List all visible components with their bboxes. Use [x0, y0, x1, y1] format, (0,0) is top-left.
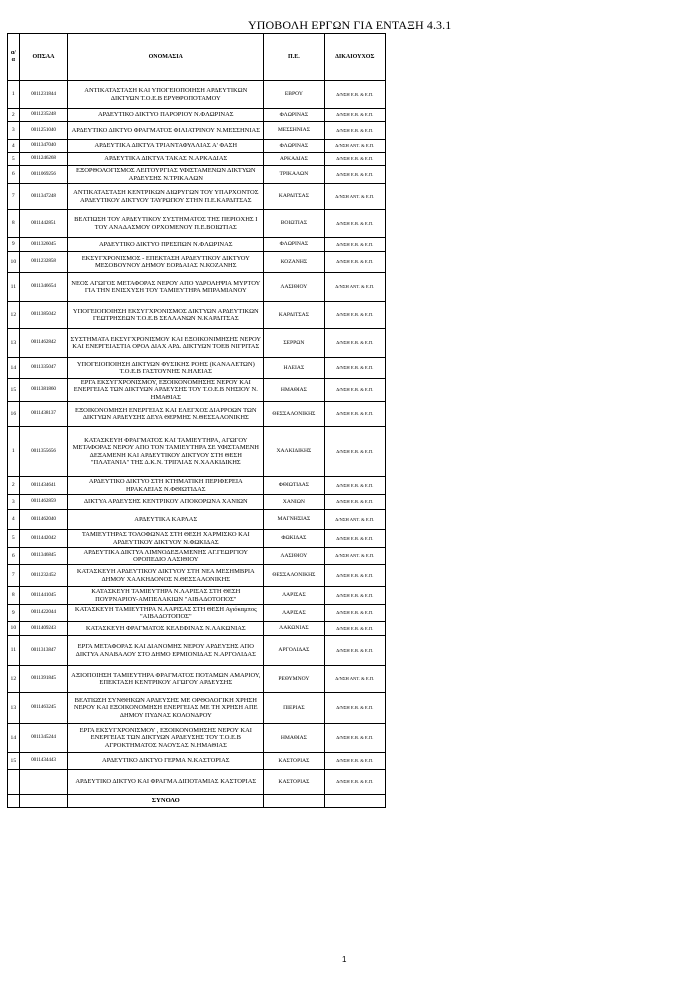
cell-name: ΑΡΔΕΥΤΙΚΟ ΔΙΚΤΥΟ ΓΕΡΜΑ Ν.ΚΑΣΤΟΡΙΑΣ: [68, 753, 264, 770]
table-row: [8, 636, 386, 666]
cell-name: ΕΞΟΙΚΟΝΟΜΗΣΗ ΕΝΕΡΓΕΙΑΣ ΚΑΙ ΕΛΕΓΧΟΣ ΔΙΑΡΡΟΩΝ ΤΩΝ ΔΙΚΤΥΩΝ ΑΡΔΕΥΣΗΣ ΔΕΥΑ ΘΕΡΜΗΣ Ν.ΘΕΣΣΑΛΟΝΙΚΗΣ: [68, 402, 264, 427]
cell-pe: ΚΑΡΔΙΤΣΑΣ: [264, 184, 324, 210]
cell-pe: ΦΘΙΩΤΙΔΑΣ: [264, 477, 324, 495]
cell-beneficiary: Δ/ΝΣΗ Ε.Β. & Ε.Π.: [324, 329, 385, 358]
cell-code: 0011434443: [19, 753, 68, 770]
table-row: [8, 753, 386, 770]
cell-beneficiary: Δ/ΝΣΗ Ε.Β. & Ε.Π.: [324, 530, 385, 548]
cell-code: 0011441045: [19, 587, 68, 605]
table-row: [8, 495, 386, 510]
cell-name: ΑΞΙΟΠΟΙΗΣΗ ΤΑΜΙΕΥΤΗΡΑ ΦΡΑΓΜΑΤΟΣ ΠΟΤΑΜΩΝ ΑΜΑΡΙΟΥ, ΕΠΕΚΤΑΣΗ ΚΕΝΤΡΙΚΟΥ ΑΓΩΓΟΥ ΑΡΔΕΥΣΗΣ: [68, 666, 264, 693]
table-row: [8, 770, 386, 795]
cell-code: 0011434641: [19, 477, 68, 495]
cell-pe: ΜΑΓΝΗΣΙΑΣ: [264, 510, 324, 530]
cell-aa: 9: [8, 238, 20, 252]
cell-code: 0011409243: [19, 622, 68, 636]
cell-aa: 10: [8, 622, 20, 636]
cell-beneficiary: Δ/ΝΣΗ ΑΝΤ. & Ε.Π.: [324, 273, 385, 302]
cell-name: ΚΑΤΑΣΚΕΥΗ ΑΡΔΕΥΤΙΚΟΥ ΔΙΚΤΥΟΥ ΣΤΗ ΝΕΑ ΜΕΣΗΜΒΡΙΑ ΔΗΜΟΥ ΧΑΛΚΗΔΟΝΟΣ Ν.ΘΕΣΣΑΛΟΝΙΚΗΣ: [68, 565, 264, 587]
cell-pe: ΧΑΛΚΙΔΙΚΗΣ: [264, 427, 324, 477]
cell-aa: 13: [8, 329, 20, 358]
cell-aa: 2: [8, 109, 20, 122]
cell-name: ΑΝΤΙΚΑΤΑΣΤΑΣΗ ΚΑΙ ΥΠΟΓΕΙΟΠΟΙΗΣΗ ΑΡΔΕΥΤΙΚΩΝ ΔΙΚΤΥΩΝ Τ.Ο.Ε.Β ΕΡΥΘΡΟΠΟΤΑΜΟΥ: [68, 81, 264, 109]
cell-aa: 5: [8, 530, 20, 548]
table-row: [8, 548, 386, 565]
table-row: [8, 109, 386, 122]
cell-beneficiary: Δ/ΝΣΗ Ε.Β. & Ε.Π.: [324, 753, 385, 770]
cell-aa: 13: [8, 693, 20, 724]
cell-name: ΑΡΔΕΥΤΙΚΟ ΔΙΚΤΥΟ ΣΤΗ ΚΤΗΜΑΤΙΚΗ ΠΕΡΙΦΕΡΕΙΑ ΗΡΑΚΛΕΙΑΣ Ν.ΦΘΙΩΤΙΔΑΣ: [68, 477, 264, 495]
cell-beneficiary: Δ/ΝΣΗ Ε.Β. & Ε.Π.: [324, 153, 385, 166]
cell-beneficiary: Δ/ΝΣΗ Ε.Β. & Ε.Π.: [324, 122, 385, 140]
cell-beneficiary: Δ/ΝΣΗ Ε.Β. & Ε.Π.: [324, 427, 385, 477]
cell-name: ΚΑΤΑΣΚΕΥΗ ΦΡΑΓΜΑΤΟΣ ΚΕΛΕΦΙΝΑΣ Ν.ΛΑΚΩΝΙΑΣ: [68, 622, 264, 636]
cell-pe: ΚΑΣΤΟΡΙΑΣ: [264, 770, 324, 795]
cell-beneficiary: Δ/ΝΣΗ Ε.Β. & Ε.Π.: [324, 252, 385, 273]
cell-beneficiary: Δ/ΝΣΗ Ε.Β. & Ε.Π.: [324, 402, 385, 427]
cell-aa: 2: [8, 477, 20, 495]
cell-code: 0011385042: [19, 302, 68, 329]
header-name: ΟΝΟΜΑΣΙΑ: [68, 34, 264, 81]
cell-code: 0011235248: [19, 109, 68, 122]
cell-code: 0011346845: [19, 548, 68, 565]
cell-aa: 11: [8, 273, 20, 302]
cell-name: ΑΡΔΕΥΤΙΚΑ ΔΙΚΤΥΑ ΛΙΜΝΟΔΕΞΑΜΕΝΗΣ ΑΓ.ΓΕΩΡΓΙΟΥ ΟΡΟΠΕΔΙΟ ΛΑΣΙΘΙΟΥ: [68, 548, 264, 565]
cell-name: ΕΡΓΑ ΕΚΣΥΓΧΡΟΝΙΣΜΟΥ , ΕΞΟΙΚΟΝΟΜΗΣΗΣ ΝΕΡΟΥ ΚΑΙ ΕΝΕΡΓΕΙΑΣ ΤΩΝ ΔΙΚΤΥΩΝ ΑΡΔΕΥΣΗΣ ΤΟΥ Τ.Ο.Ε.Β ΑΓΡΟΚΤΗΜΑΤΟΣ ΝΑΟΥΣΑΣ Ν.ΗΜΑΘΙΑΣ: [68, 724, 264, 753]
cell-beneficiary: Δ/ΝΣΗ ΑΝΤ. & Ε.Π.: [324, 548, 385, 565]
header-aa: α/α: [8, 34, 20, 81]
cell-pe: ΦΩΚΙΔΑΣ: [264, 530, 324, 548]
cell-name: ΕΞΟΡΘΟΛΟΓΙΣΜΟΣ ΛΕΙΤΟΥΡΓΙΑΣ ΥΦΙΣΤΑΜΕΝΩΝ ΔΙΚΤΥΩΝ ΑΡΔΕΥΣΗΣ Ν.ΤΡΙΚΑΛΩΝ: [68, 166, 264, 184]
table-row: [8, 477, 386, 495]
cell-beneficiary: Δ/ΝΣΗ Ε.Β. & Ε.Π.: [324, 693, 385, 724]
cell-pe: ΦΛΩΡΙΝΑΣ: [264, 109, 324, 122]
cell-name: ΣΥΣΤΗΜΑΤΑ ΕΚΣΥΓΧΡΟΝΙΣΜΟΥ ΚΑΙ ΕΞΟΙΚΟΝΙΜΗΣΗΣ ΝΕΡΟΥ ΚΑΙ ΕΝΕΡΓΕΙΑΣΤΙΑ ΟΡΟΛ ΔΙΑΧ ΑΡΔ. ΔΙΚΤΥΩΝ ΤΟΕΒ ΝΙΓΡΙΤΑΣ: [68, 329, 264, 358]
cell-aa: [8, 770, 20, 795]
cell-aa: 4: [8, 140, 20, 153]
cell-pe: ΚΑΣΤΟΡΙΑΣ: [264, 753, 324, 770]
cell-pe: ΠΙΕΡΙΑΣ: [264, 693, 324, 724]
cell-beneficiary: Δ/ΝΣΗ ΑΝΤ. & Ε.Π.: [324, 510, 385, 530]
header-beneficiary: ΔΙΚΑΙΟΥΧΟΣ: [324, 34, 385, 81]
cell-beneficiary: Δ/ΝΣΗ Ε.Β. & Ε.Π.: [324, 358, 385, 379]
cell-aa: 8: [8, 587, 20, 605]
cell-pe: ΤΡΙΚΑΛΩΝ: [264, 166, 324, 184]
cell-name: ΕΡΓΑ ΕΚΣΥΓΧΡΟΝΙΣΜΟΥ, ΕΞΟΙΚΟΝΟΜΗΣΗΣ ΝΕΡΟΥ ΚΑΙ ΕΝΕΡΓΕΙΑΣ ΤΩΝ ΔΙΚΤΥΩΝ ΑΡΔΕΥΣΗΣ ΤΟΥ Τ.Ο.Ε.Β ΝΗΣΙΟΥ Ν. ΗΜΑΘΙΑΣ: [68, 379, 264, 402]
cell-code: 0011391845: [19, 666, 68, 693]
cell-code: 0011347248: [19, 184, 68, 210]
cell-code: 0011442042: [19, 530, 68, 548]
cell-name: ΑΡΔΕΥΤΙΚΑ ΔΙΚΤΥΑ ΤΑΚΑΣ Ν.ΑΡΚΑΔΙΑΣ: [68, 153, 264, 166]
cell-name: ΑΝΤΙΚΑΤΑΣΤΑΣΗ ΚΕΝΤΡΙΚΩΝ ΔΙΩΡΥΓΩΝ ΤΟΥ ΥΠΑΡΧΟΝΤΟΣ ΑΡΔΕΥΤΙΚΟΥ ΔΙΚΤΥΟΥ ΤΑΥΡΩΠΟΥ ΣΤΗΝ Π.Ε.ΚΑΡΔΙΤΣΑΣ: [68, 184, 264, 210]
cell-pe: ΚΟΖΑΝΗΣ: [264, 252, 324, 273]
cell-pe: ΕΒΡΟΥ: [264, 81, 324, 109]
cell-name: ΥΠΟΓΕΙΟΠΟΙΗΣΗ ΕΚΣΥΓΧΡΟΝΙΣΜΟΣ ΔΙΚΤΥΩΝ ΑΡΔΕΥΤΙΚΩΝ ΓΕΩΤΡΗΣΕΩΝ Τ.Ο.Ε.Β ΣΕΛΛΑΝΩΝ Ν.ΚΑΡΔΙΤΣΑΣ: [68, 302, 264, 329]
cell-pe: ΣΕΡΡΩΝ: [264, 329, 324, 358]
table-row: [8, 329, 386, 358]
cell-pe: ΗΜΑΘΙΑΣ: [264, 724, 324, 753]
cell-aa: 9: [8, 605, 20, 622]
cell-beneficiary: Δ/ΝΣΗ ΑΝΤ. & Ε.Π.: [324, 666, 385, 693]
cell-pe: ΜΕΣΣΗΝΙΑΣ: [264, 122, 324, 140]
cell-aa: 10: [8, 252, 20, 273]
cell-name: ΕΡΓΑ ΜΕΤΑΦΟΡΑΣ ΚΑΙ ΔΙΑΝΟΜΗΣ ΝΕΡΟΥ ΑΡΔΕΥΣΗΣ ΑΠΟ ΔΙΚΤΥΑ ΑΝΑΒΑΛΟΥ ΣΤΟ ΔΗΜΟ ΕΡΜΙΟΝΙΔΑΣ Ν.ΑΡΓΟΛΙΔΑΣ: [68, 636, 264, 666]
cell-name: ΚΑΤΑΣΚΕΥΗ ΤΑΜΙΕΥΤΗΡΑ Ν.ΛΑΡΙΣΑΣ ΣΤΗ ΘΕΣΗ ΠΟΥΡΝΑΡΙΟΥ-ΑΜΠΕΛΑΚΙΩΝ "ΑΙΒΑΔΟΤΟΠΟΣ": [68, 587, 264, 605]
cell-beneficiary: Δ/ΝΣΗ Ε.Β. & Ε.Π.: [324, 495, 385, 510]
cell-beneficiary: Δ/ΝΣΗ Ε.Β. & Ε.Π.: [324, 166, 385, 184]
cell-aa: 12: [8, 666, 20, 693]
cell-code: 0011422044: [19, 605, 68, 622]
cell-beneficiary: Δ/ΝΣΗ ΑΝΤ. & Ε.Π.: [324, 184, 385, 210]
table-row: [8, 210, 386, 238]
cell-pe: ΒΟΙΩΤΙΑΣ: [264, 210, 324, 238]
table-row: [8, 184, 386, 210]
cell-aa: 6: [8, 166, 20, 184]
cell-aa: 7: [8, 565, 20, 587]
table-row: [8, 273, 386, 302]
cell-pe: ΗΛΕΙΑΣ: [264, 358, 324, 379]
cell-name: ΝΕΟΣ ΑΓΩΓΟΣ ΜΕΤΑΦΟΡΑΣ ΝΕΡΟΥ ΑΠΟ ΥΔΡΟΛΗΨΙΑ ΜΥΡΤΟΥ ΓΙΑ ΤΗΝ ΕΝΙΣΧΥΣΗ ΤΟΥ ΤΑΜΙΕΥΤΗΡΑ ΜΠΡΑΜΙΑΝΟΥ: [68, 273, 264, 302]
cell-name: ΑΡΔΕΥΤΙΚΟ ΔΙΚΤΥΟ ΚΑΙ ΦΡΑΓΜΑ ΔΙΠΟΤΑΜΙΑΣ ΚΑΣΤΟΡΙΑΣ: [68, 770, 264, 795]
cell-code: [19, 770, 68, 795]
cell-code: 0011355656: [19, 427, 68, 477]
cell-code: 0011069256: [19, 166, 68, 184]
cell-beneficiary: Δ/ΝΣΗ ΑΝΤ. & Ε.Π.: [324, 140, 385, 153]
table-row: [8, 530, 386, 548]
cell-beneficiary: Δ/ΝΣΗ Ε.Β. & Ε.Π.: [324, 565, 385, 587]
cell-aa: 3: [8, 495, 20, 510]
cell-name: ΑΡΔΕΥΤΙΚΑ ΚΑΡΛΑΣ: [68, 510, 264, 530]
cell-beneficiary: Δ/ΝΣΗ Ε.Β. & Ε.Π.: [324, 636, 385, 666]
cell-aa: 5: [8, 153, 20, 166]
cell-name: ΤΑΜΙΕΥΤΗΡΑΣ ΤΟΛΟΦΩΝΑΣ ΣΤΗ ΘΕΣΗ ΧΑΡΜΙΣΚΟ ΚΑΙ ΑΡΔΕΥΤΙΚΟΥ ΔΙΚΤΥΟΥ Ν.ΦΩΚΙΔΑΣ: [68, 530, 264, 548]
table-row: [8, 605, 386, 622]
table-row: [8, 252, 386, 273]
cell-code: 0011345244: [19, 724, 68, 753]
cell-pe: ΘΕΣΣΑΛΟΝΙΚΗΣ: [264, 565, 324, 587]
page-number: 1: [342, 955, 347, 964]
cell-code: 0011313847: [19, 636, 68, 666]
table-row: [8, 427, 386, 477]
cell-pe: ΛΑΡΙΣΑΣ: [264, 605, 324, 622]
cell-pe: ΛΑΣΙΘΙΟΥ: [264, 548, 324, 565]
cell-pe: ΚΑΡΔΙΤΣΑΣ: [264, 302, 324, 329]
cell-beneficiary: Δ/ΝΣΗ Ε.Β. & Ε.Π.: [324, 238, 385, 252]
table-row: [8, 402, 386, 427]
cell-aa: 3: [8, 122, 20, 140]
cell-name: ΑΡΔΕΥΤΙΚΑ ΔΙΚΤΥΑ ΤΡΙΑΝΤΑΦΥΛΛΙΑΣ Α' ΦΑΣΗ: [68, 140, 264, 153]
page-title: ΥΠΟΒΟΛΗ ΕΡΓΩΝ ΓΙΑ ΕΝΤΑΞΗ 4.3.1: [248, 18, 452, 32]
cell-beneficiary: Δ/ΝΣΗ Ε.Β. & Ε.Π.: [324, 477, 385, 495]
cell-aa: 16: [8, 402, 20, 427]
header-code: ΟΠΣΑΑ: [19, 34, 68, 81]
cell-pe: ΑΡΚΑΔΙΑΣ: [264, 153, 324, 166]
cell-pe: ΛΑΣΙΘΙΟΥ: [264, 273, 324, 302]
cell-pe: ΑΡΓΟΛΙΔΑΣ: [264, 636, 324, 666]
cell-name: ΑΡΔΕΥΤΙΚΟ ΔΙΚΤΥΟ ΦΡΑΓΜΑΤΟΣ ΦΙΛΙΑΤΡΙΝΟΥ Ν.ΜΕΣΣΗΝΙΑΣ: [68, 122, 264, 140]
cell-name: ΕΚΣΥΓΧΡΟΝΙΣΜΟΣ - ΕΠΕΚΤΑΣΗ ΑΡΔΕΥΤΙΚΟΥ ΔΙΚΤΥΟΥ ΜΕΣΟΒΟΥΝΟΥ ΔΗΜΟΥ ΕΟΡΔΑΙΑΣ Ν.ΚΟΖΑΝΗΣ: [68, 252, 264, 273]
cell-code: 0011381860: [19, 379, 68, 402]
cell-beneficiary: Δ/ΝΣΗ Ε.Β. & Ε.Π.: [324, 622, 385, 636]
total-label: ΣΥΝΟΛΟ: [68, 795, 264, 808]
table-row: [8, 587, 386, 605]
cell-aa: 14: [8, 358, 20, 379]
table-row: [8, 81, 386, 109]
cell-beneficiary: Δ/ΝΣΗ Ε.Β. & Ε.Π.: [324, 605, 385, 622]
cell-beneficiary: Δ/ΝΣΗ Ε.Β. & Ε.Π.: [324, 770, 385, 795]
cell-name: ΒΕΛΤΙΩΣΗ ΤΟΥ ΑΡΔΕΥΤΙΚΟΥ ΣΥΣΤΗΜΑΤΟΣ ΤΗΣ ΠΕΡΙΟΧΗΣ Ι ΤΟΥ ΑΝΑΔΑΣΜΟΥ ΟΡΧΟΜΕΝΟΥ Π.Ε.ΒΟΙΩΤΙΑΣ: [68, 210, 264, 238]
table-row: [8, 140, 386, 153]
cell-beneficiary: Δ/ΝΣΗ Ε.Β. & Ε.Π.: [324, 379, 385, 402]
cell-name: ΒΕΛΤΙΩΣΗ ΣΥΝΘΗΚΩΝ ΑΡΔΕΥΣΗΣ ΜΕ ΟΡΘΟΛΟΓΙΚΗ ΧΡΗΣΗ ΝΕΡΟΥ ΚΑΙ ΕΞΟΙΚΟΝΟΜΗΣΗ ΕΝΕΡΓΕΙΑΣ ΜΕ ΤΗ ΧΡΗΣΗ ΑΠΕ ΔΗΜΟΥ ΠΥΔΝΑΣ ΚΟΛΟΝΔΡΟΥ: [68, 693, 264, 724]
cell-beneficiary: Δ/ΝΣΗ Ε.Β. & Ε.Π.: [324, 302, 385, 329]
cell-aa: 1: [8, 81, 20, 109]
cell-aa: 1: [8, 427, 20, 477]
cell-code: 0011251040: [19, 122, 68, 140]
cell-code: 0011462040: [19, 510, 68, 530]
cell-code: 0011462859: [19, 495, 68, 510]
cell-name: ΚΑΤΑΣΚΕΥΗ ΦΡΑΓΜΑΤΟΣ ΚΑΙ ΤΑΜΙΕΥΤΗΡΑ, ΑΓΩΓΟΥ ΜΕΤΑΦΟΡΑΣ ΝΕΡΟΥ ΑΠΟ ΤΟΝ ΤΑΜΙΕΥΤΗΡΑ ΣΕ ΥΦΙΣΤΑΜΕΝΗ ΔΕΞΑΜΕΝΗ ΚΑΙ ΑΡΔΕΥΤΙΚΟΥ ΔΙΚΤΥΟΥ ΣΤΗ ΘΕΣΗ "ΠΛΑΤΑΝΙΑ" ΤΗΣ Δ.Κ.Ν. ΤΡΙΓΛΙΑΣ Ν.ΧΑΛΚΙΔΙΚΗΣ: [68, 427, 264, 477]
cell-beneficiary: Δ/ΝΣΗ Ε.Β. & Ε.Π.: [324, 724, 385, 753]
cell-aa: 14: [8, 724, 20, 753]
table-row: [8, 666, 386, 693]
cell-code: 0011326045: [19, 238, 68, 252]
cell-code: 0011347040: [19, 140, 68, 153]
cell-code: 0011438137: [19, 402, 68, 427]
cell-code: 0011442851: [19, 210, 68, 238]
cell-aa: 4: [8, 510, 20, 530]
cell-code: 0011231844: [19, 81, 68, 109]
cell-beneficiary: Δ/ΝΣΗ Ε.Β. & Ε.Π.: [324, 109, 385, 122]
table-row: [8, 510, 386, 530]
table-header-row: [8, 34, 386, 81]
table-row: [8, 238, 386, 252]
cell-code: 0011346654: [19, 273, 68, 302]
cell-aa: 7: [8, 184, 20, 210]
cell-pe: ΛΑΡΙΣΑΣ: [264, 587, 324, 605]
cell-code: 0011462842: [19, 329, 68, 358]
cell-beneficiary: Δ/ΝΣΗ Ε.Β. & Ε.Π.: [324, 210, 385, 238]
cell-name: ΔΙΚΤΥΑ ΑΡΔΕΥΣΗΣ ΚΕΝΤΡΙΚΟΥ ΑΠΟΚΟΡΩΝΑ ΧΑΝΙΩΝ: [68, 495, 264, 510]
cell-aa: 15: [8, 753, 20, 770]
cell-beneficiary: Δ/ΝΣΗ Ε.Β. & Ε.Π.: [324, 81, 385, 109]
cell-pe: ΡΕΘΥΜΝΟΥ: [264, 666, 324, 693]
table-row: [8, 693, 386, 724]
cell-pe: ΦΛΩΡΙΝΑΣ: [264, 238, 324, 252]
cell-name: ΥΠΟΓΕΙΟΠΟΙΗΣΗ ΔΙΚΤΥΩΝ ΦΥΣΙΚΗΣ ΡΟΗΣ (ΚΑΝΑΛΕΤΩΝ) Τ.Ο.Ε.Β ΓΑΣΤΟΥΝΗΣ Ν.ΗΛΕΙΑΣ: [68, 358, 264, 379]
cell-beneficiary: Δ/ΝΣΗ Ε.Β. & Ε.Π.: [324, 587, 385, 605]
cell-code: 0011232452: [19, 565, 68, 587]
cell-code: 0011246268: [19, 153, 68, 166]
table-row: [8, 358, 386, 379]
table-row: [8, 166, 386, 184]
table-row: [8, 122, 386, 140]
cell-pe: ΘΕΣΣΑΛΟΝΙΚΗΣ: [264, 402, 324, 427]
table-row: [8, 379, 386, 402]
cell-aa: 8: [8, 210, 20, 238]
cell-aa: 11: [8, 636, 20, 666]
table-row: [8, 565, 386, 587]
projects-table: [7, 33, 386, 808]
cell-name: ΑΡΔΕΥΤΙΚΟ ΔΙΚΤΥΟ ΠΡΕΣΠΩΝ Ν.ΦΛΩΡΙΝΑΣ: [68, 238, 264, 252]
header-pe: Π.Ε.: [264, 34, 324, 81]
table-row: [8, 153, 386, 166]
cell-name: ΑΡΔΕΥΤΙΚΟ ΔΙΚΤΥΟ ΠΑΡΟΡΙΟΥ Ν.ΦΛΩΡΙΝΑΣ: [68, 109, 264, 122]
cell-aa: 15: [8, 379, 20, 402]
cell-name: ΚΑΤΑΣΚΕΥΗ ΤΑΜΙΕΥΤΗΡΑ Ν.ΛΑΡΙΣΑΣ ΣΤΗ ΘΕΣΗ Αγιόκαμπος "ΑΙΒΑΔΟΤΟΠΟΣ": [68, 605, 264, 622]
cell-code: 0011335047: [19, 358, 68, 379]
cell-code: 0011463245: [19, 693, 68, 724]
cell-pe: ΗΜΑΘΙΑΣ: [264, 379, 324, 402]
cell-aa: 6: [8, 548, 20, 565]
cell-pe: ΧΑΝΙΩΝ: [264, 495, 324, 510]
table-row: [8, 302, 386, 329]
table-row: [8, 724, 386, 753]
cell-pe: ΦΛΩΡΙΝΑΣ: [264, 140, 324, 153]
total-row: [8, 795, 386, 808]
cell-pe: ΛΑΚΩΝΙΑΣ: [264, 622, 324, 636]
cell-code: 0011232858: [19, 252, 68, 273]
cell-aa: 12: [8, 302, 20, 329]
table-row: [8, 622, 386, 636]
